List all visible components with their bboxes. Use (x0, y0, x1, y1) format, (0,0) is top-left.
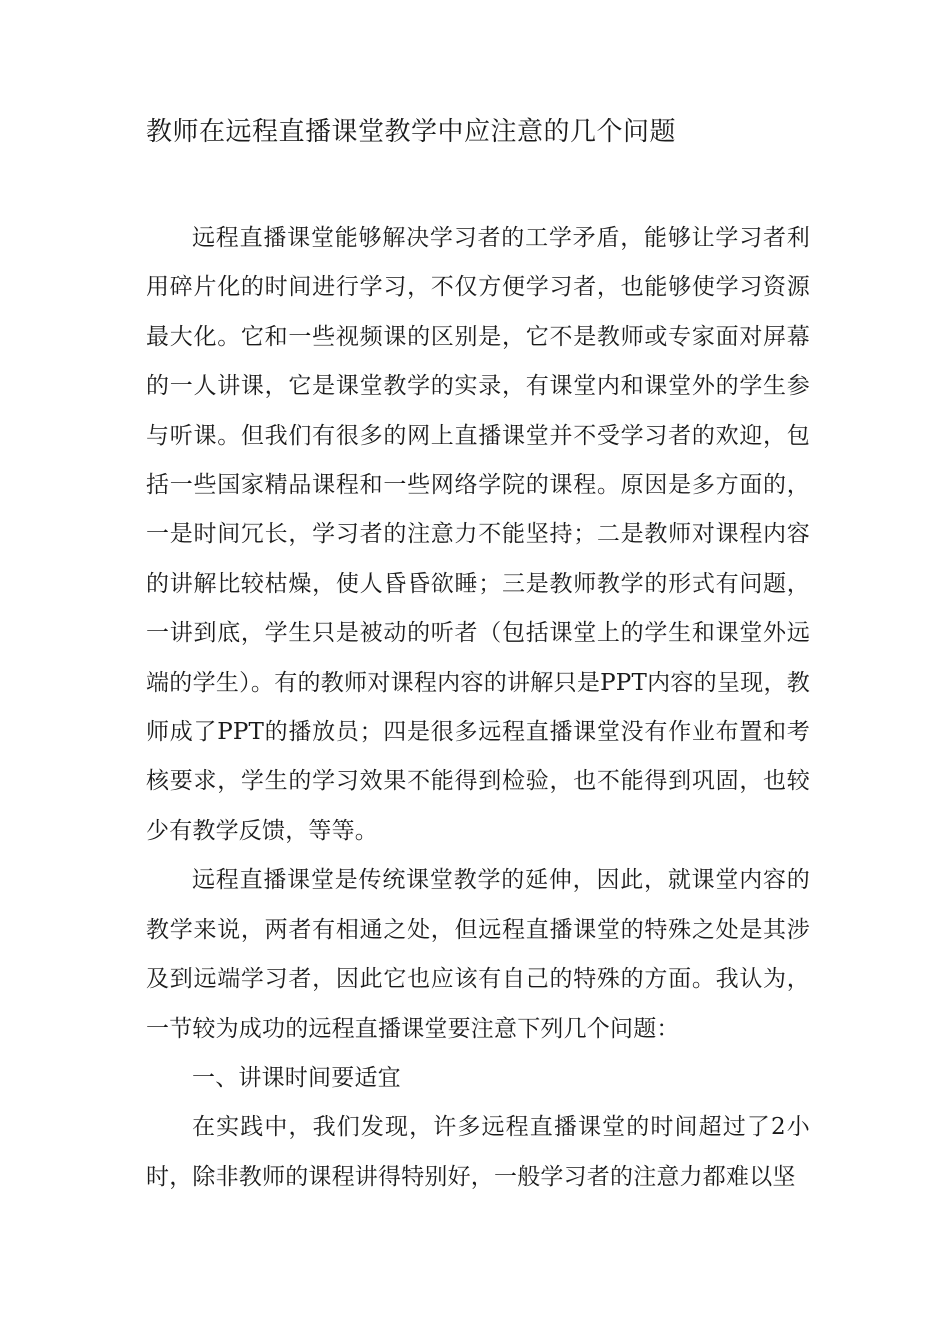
document-title: 教师在远程直播课堂教学中应注意的几个问题 (146, 117, 677, 147)
section-heading: 一、讲课时间要适宜 (192, 1064, 401, 1091)
paragraph-extension: 远程直播课堂是传统课堂教学的延伸，因此，就课堂内容的教学来说，两者有相通之处，但远程直播课堂的特殊之处是其涉及到远端学习者，因此它也应该有自己的特殊的方面。我认为，一节较为成功的远程直播课堂要注意下列几个问题： (146, 867, 810, 1042)
document-body (146, 214, 810, 1202)
section-paragraph: 在实践中，我们发现，许多远程直播课堂的时间超过了2小时，除非教师的课程讲得特别好，一般学习者的注意力都难以坚 (146, 1114, 810, 1190)
paragraph-intro: 远程直播课堂能够解决学习者的工学矛盾，能够让学习者利用碎片化的时间进行学习，不仅方便学习者，也能够使学习资源最大化。它和一些视频课的区别是，它不是教师或专家面对屏幕的一人讲课，它是课堂教学的实录，有课堂内和课堂外的学生参与听课。但我们有很多的网上直播课堂并不受学习者的欢迎，包括一些国家精品课程和一些网络学院的课程。原因是多方面的，一是时间冗长，学习者的注意力不能坚持；二是教师对课程内容的讲解比较枯燥，使人昏昏欲睡；三是教师教学的形式有问题，一讲到底，学生只是被动的听者（包括课堂上的学生和课堂外远端的学生）。有的教师对课程内容的讲解只是PPT内容的呈现，教师成了PPT的播放员；四是很多远程直播课堂没有作业布置和考核要求，学生的学习效果不能得到检验，也不能得到巩固，也较少有教学反馈，等等。 (146, 225, 810, 844)
